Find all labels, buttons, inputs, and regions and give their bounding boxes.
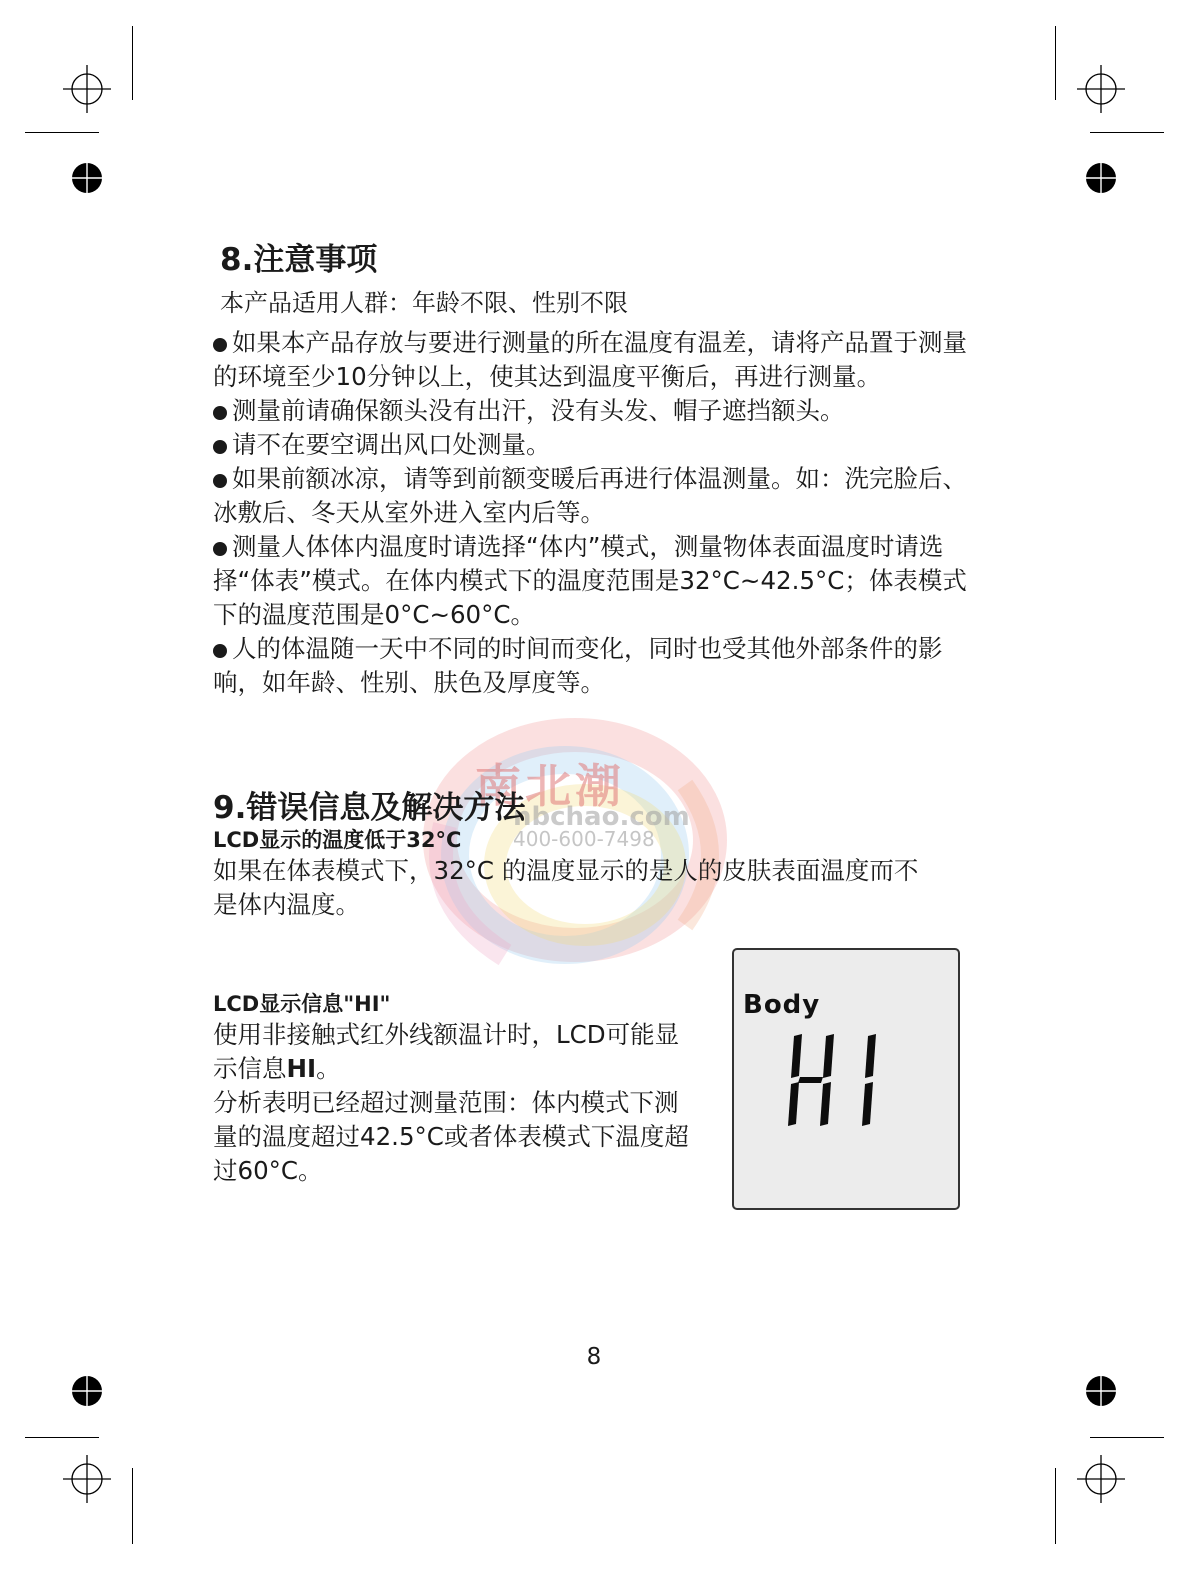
crop-mark-horizontal (25, 132, 99, 133)
registration-crosshair-icon (1077, 65, 1125, 113)
error-hi-analysis: 分析表明已经超过测量范围：体内模式下测量的温度超过42.5°C或者体表模式下温度超过60°C。 (213, 1088, 689, 1185)
list-item (213, 530, 983, 632)
list-item-text: 测量前请确保额头没有出汗，没有头发、帽子遮挡额头。 (232, 396, 845, 425)
list-item (213, 462, 983, 530)
crop-mark-vertical (1055, 1468, 1056, 1544)
section-8-subtitle: 本产品适用人群：年龄不限、性别不限 (220, 289, 628, 317)
crop-mark-horizontal (1090, 132, 1164, 133)
lcd-mode-label: Body (743, 990, 821, 1020)
error-hi-body (213, 1018, 693, 1188)
registration-crosshair-icon (63, 1455, 111, 1503)
error-low-temp-body: 如果在体表模式下，32°C 的温度显示的是人的皮肤表面温度而不是体内温度。 (213, 856, 919, 919)
registration-dot-icon (70, 1374, 104, 1408)
crop-mark-vertical (1055, 26, 1056, 100)
list-item (213, 326, 983, 394)
error-hi-code: HI (286, 1054, 317, 1083)
registration-crosshair-icon (63, 65, 111, 113)
crop-mark-vertical (132, 1468, 133, 1544)
list-item-text: 人的体温随一天中不同的时间而变化，同时也受其他外部条件的影响，如年龄、性别、肤色及厚度等。 (213, 634, 943, 697)
bullet-icon (213, 542, 227, 556)
error-low-temp-title: LCD显示的温度低于32°C (213, 828, 462, 852)
lcd-hi-segment-digits (782, 1032, 892, 1132)
registration-dot-icon (1084, 1374, 1118, 1408)
precautions-list (213, 326, 983, 700)
list-item (213, 394, 983, 428)
registration-dot-icon (70, 161, 104, 195)
bullet-icon (213, 474, 227, 488)
error-hi-body-text: 使用非接触式红外线额温计时，LCD可能显示信息 (213, 1020, 680, 1083)
lcd-display-illustration (732, 948, 960, 1210)
section-8-heading: 8.注意事项 (220, 242, 378, 278)
section-9-heading: 9.错误信息及解决方法 (213, 790, 526, 826)
list-item-text: 请不在要空调出风口处测量。 (232, 430, 551, 459)
error-hi-title: LCD显示信息"HI" (213, 992, 391, 1016)
list-item (213, 428, 983, 462)
bullet-icon (213, 644, 227, 658)
bullet-icon (213, 440, 227, 454)
list-item-text: 如果前额冰凉，请等到前额变暖后再进行体温测量。如：洗完脸后、冰敷后、冬天从室外进入室内后等。 (213, 464, 967, 527)
watermark-phone: 400-600-7498 (513, 827, 655, 851)
page-number: 8 (586, 1344, 602, 1370)
list-item-text: 测量人体体内温度时请选择“体内”模式，测量物体表面温度时请选择“体表”模式。在体内模式下的温度范围是32°C~42.5°C；体表模式下的温度范围是0°C~60°C。 (213, 532, 967, 629)
crop-mark-horizontal (1090, 1437, 1164, 1438)
registration-dot-icon (1084, 161, 1118, 195)
registration-crosshair-icon (1077, 1455, 1125, 1503)
crop-mark-vertical (132, 26, 133, 100)
watermark-brand: 南北潮 (475, 759, 625, 813)
bullet-icon (213, 406, 227, 420)
list-item (213, 632, 983, 700)
watermark-domain: nbchao.com (513, 802, 690, 832)
crop-mark-horizontal (25, 1437, 99, 1438)
list-item-text: 如果本产品存放与要进行测量的所在温度有温差，请将产品置于测量的环境至少10分钟以上，使其达到温度平衡后，再进行测量。 (213, 328, 967, 391)
bullet-icon (213, 338, 227, 352)
error-hi-body-punct: 。 (316, 1054, 341, 1083)
